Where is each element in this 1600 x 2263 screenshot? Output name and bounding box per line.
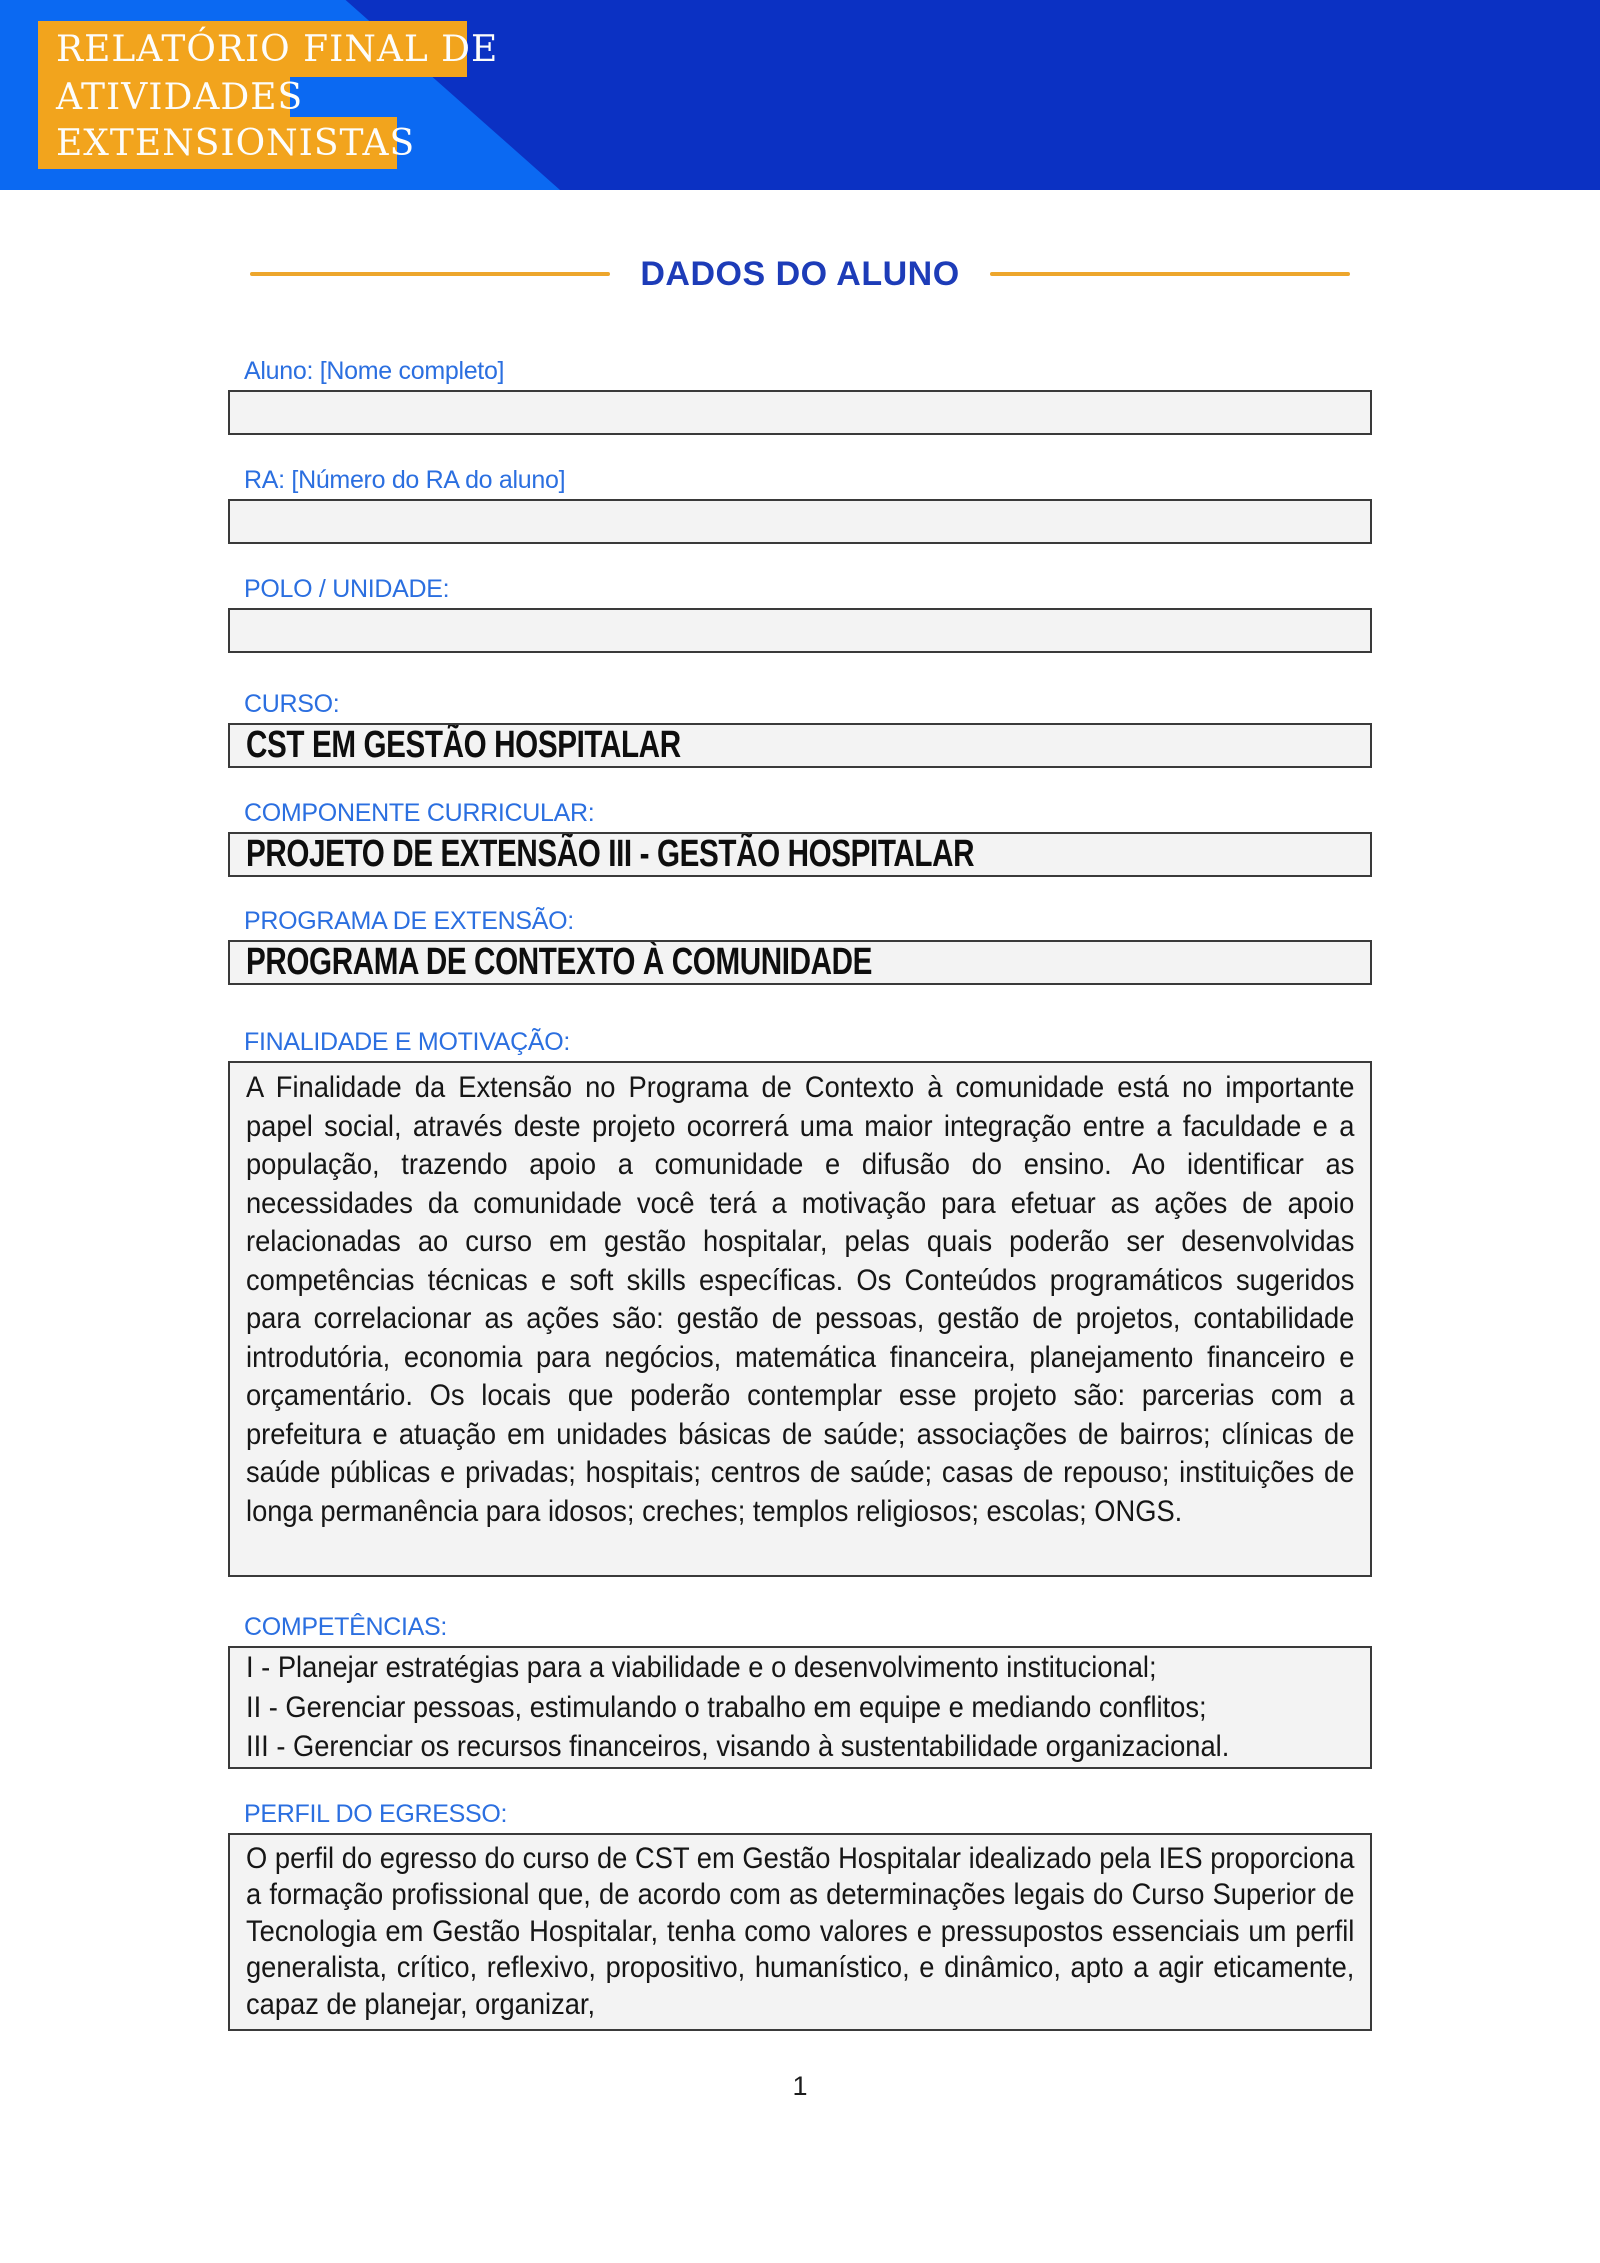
field-label-polo-unidade: POLO / UNIDADE: — [244, 575, 450, 603]
field-label-programa: PROGRAMA DE EXTENSÃO: — [244, 907, 574, 935]
field-curso — [228, 691, 1372, 768]
field-competencias — [228, 1614, 1372, 1769]
input-polo-unidade[interactable] — [228, 608, 1372, 653]
title-rule-left — [250, 272, 610, 276]
banner-title-line-3 — [38, 117, 416, 169]
report-header-banner — [0, 0, 1600, 190]
field-label-perfil: PERFIL DO EGRESSO: — [244, 1800, 508, 1828]
competencias-text-box — [228, 1646, 1372, 1769]
programa-value: PROGRAMA DE CONTEXTO À COMUNIDADE — [246, 941, 873, 983]
componente-value: PROJETO DE EXTENSÃO III - GESTÃO HOSPITALAR — [246, 833, 975, 875]
page-number: 1 — [792, 2071, 808, 2101]
input-aluno[interactable] — [228, 390, 1372, 435]
title-rule-right — [990, 272, 1350, 276]
curso-value: CST EM GESTÃO HOSPITALAR — [246, 724, 681, 766]
competencia-item-3: III - Gerenciar os recursos financeiros, visando à sustentabilidade organizacional. — [246, 1730, 1230, 1764]
field-label-finalidade: FINALIDADE E MOTIVAÇÃO: — [244, 1028, 571, 1056]
field-ra — [228, 467, 1372, 544]
field-finalidade-motivacao — [228, 1029, 1372, 1577]
banner-title-line-2 — [38, 76, 304, 118]
banner-text-2: ATIVIDADES — [56, 76, 304, 118]
perfil-paragraph: O perfil do egresso do curso de CST em Gestão Hospitalar idealizado pela IES proporciona a formação profissional que, de acordo com as determinações legais do Curso Superior de Tecnologia em Gestão Hospitalar, tenha como valores e pressupostos essenciais um perfil generalista, crítico, reflexivo, propositivo, humanístico, e dinâmico, apto a agir eticamente, capaz de planejar, organizar, — [246, 1842, 1355, 2021]
input-ra[interactable] — [228, 499, 1372, 544]
finalidade-paragraph: A Finalidade da Extensão no Programa de Contexto à comunidade está no importante papel social, através deste projeto ocorrerá uma maior integração entre a faculdade e a população, trazendo apoio a comunidade e difusão do ensino. Ao identificar as necessidades da comunidade você terá a motivação para efetuar as ações de apoio relacionadas ao curso em gestão hospitalar, pelas quais poderão ser desenvolvidas competências técnicas e soft skills específicas. Os Conteúdos programáticos sugeridos para correlacionar as ações são: gestão de pessoas, gestão de projetos, contabilidade introdutória, economia para negócios, matemática financeira, planejamento financeiro e orçamentário. Os locais que poderão contemplar esse projeto são: parcerias com a prefeitura e atuação em unidades básicas de saúde; associações de bairros; clínicas de saúde públicas e privadas; hospitais; centros de saúde; casas de repouso; instituições de longa permanência para idosos; creches; templos religiosos; escolas; ONGS. — [246, 1071, 1355, 1528]
document-body — [228, 256, 1372, 2102]
banner-text-1: RELATÓRIO FINAL DE — [56, 28, 499, 70]
value-box-programa — [228, 940, 1372, 985]
banner-text-3: EXTENSIONISTAS — [56, 122, 416, 164]
perfil-text-box — [228, 1833, 1372, 2031]
field-perfil-egresso — [228, 1801, 1372, 2031]
section-title-row — [228, 256, 1372, 292]
field-aluno — [228, 358, 1372, 435]
value-box-componente — [228, 832, 1372, 877]
page-title: DADOS DO ALUNO — [640, 254, 960, 293]
field-label-ra: RA: [Número do RA do aluno] — [244, 466, 566, 494]
finalidade-text-box — [228, 1061, 1372, 1577]
field-label-competencias: COMPETÊNCIAS: — [244, 1613, 448, 1641]
field-label-componente: COMPONENTE CURRICULAR: — [244, 799, 595, 827]
field-label-aluno: Aluno: [Nome completo] — [244, 357, 505, 385]
field-programa-extensao — [228, 908, 1372, 985]
value-box-curso — [228, 723, 1372, 768]
field-label-curso: CURSO: — [244, 690, 340, 718]
banner-title-line-1 — [38, 21, 499, 77]
competencia-item-2: II - Gerenciar pessoas, estimulando o trabalho em equipe e mediando conflitos; — [246, 1690, 1207, 1724]
field-polo-unidade — [228, 576, 1372, 653]
competencia-item-1: I - Planejar estratégias para a viabilidade e o desenvolvimento institucional; — [246, 1651, 1157, 1685]
field-componente-curricular — [228, 800, 1372, 877]
